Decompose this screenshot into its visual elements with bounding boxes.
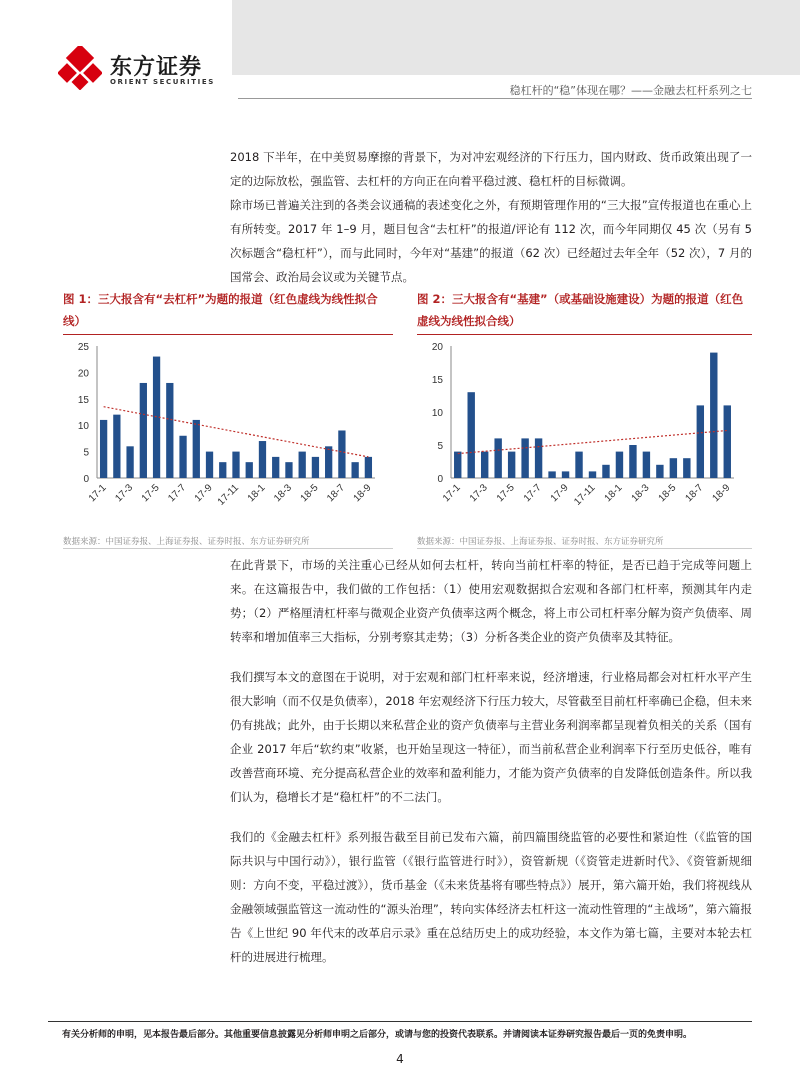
bar-18-1 [616,452,623,478]
figure-1-source: 数据来源：中国证券报、上海证券报、证券时报、东方证券研究所 [63,537,310,547]
bar-18-7 [338,430,345,478]
y-tick-label: 20 [77,368,89,380]
bar-17-6 [521,438,528,478]
bar-18-8 [352,462,359,478]
paragraph-3: 在此背景下，市场的关注重心已经从如何去杠杆，转向当前杠杆率的特征，是否已趋于完成等问题上来。在这篇报告中，我们做的工作包括：（1）使用宏观数据拟合宏观和各部门杠杆率，预测其年内走势；（2）严格厘清杠杆率与微观企业资产负债率这两个概念，将上市公司杠杆率分解为资产负债率、周转率和增加值率三大指标，分别考察其走势；（3）分析各类企业的资产负债率及其特征。 [230,558,752,644]
x-tick-label: 17-5 [139,482,162,505]
footer-disclaimer: 有关分析师的申明，见本报告最后部分。其他重要信息披露见分析师申明之后部分，或请与您的投资代表联系。并请阅读本证券研究报告最后一页的免责申明。 [62,1030,693,1040]
x-tick-label: 17-7 [166,482,189,505]
bar-18-1 [259,441,266,478]
y-tick-label: 15 [431,375,443,386]
y-tick-label: 0 [83,474,89,485]
figure-1-source-rule [63,548,393,549]
y-tick-label: 10 [431,408,443,419]
bar-18-8 [710,353,717,478]
paragraph-2: 除市场已普遍关注到的各类会议通稿的表述变化之外，有预期管理作用的“三大报”宣传报道也在重心上有所转变。2017 年 1–9 月，题目包含“去杠杆”的报道/评论有 112 次，而今年同期仅 45 次（另有 5 次标题含“稳杠杆”），而与此同时，今年对“基建”的报道（62 次）已经超过去年全年（52 次），7 月的国常会、政治局会议或为关键节点。 [230,198,752,284]
bar-18-2 [629,445,636,478]
y-tick-label: 5 [437,441,443,452]
x-tick-label: 18-3 [629,482,652,505]
bar-18-9 [724,405,731,478]
x-tick-label: 17-5 [494,482,517,505]
bar-18-4 [656,465,663,478]
bar-17-4 [494,438,501,478]
bar-18-5 [670,458,677,478]
bar-17-1 [100,420,107,478]
figure-2-title: 图 2：三大报含有“基建”（或基础设施建设）为题的报道（红色虚线为线性拟合线） [417,292,744,328]
x-tick-label: 17-9 [548,482,571,505]
bar-17-3 [126,446,133,478]
x-tick-label: 18-9 [351,482,374,505]
bar-18-2 [272,457,279,478]
x-tick-label: 18-1 [602,482,625,505]
company-logo [58,46,218,96]
x-tick-label: 17-9 [192,482,215,505]
x-tick-label: 17-11 [215,482,242,508]
bar-17-12 [246,462,253,478]
x-tick-label: 17-3 [113,482,136,505]
figure-1-title: 图 1：三大报含有“去杠杆”为题的报道（红色虚线为线性拟合线） [63,292,378,328]
y-tick-label: 20 [431,342,443,353]
bar-17-12 [602,465,609,478]
bar-17-6 [166,383,173,478]
x-tick-label: 18-3 [272,482,295,505]
figure-1-chart [63,338,393,533]
bar-17-3 [481,452,488,478]
bar-18-4 [299,452,306,478]
y-tick-label: 0 [437,474,443,485]
bar-18-9 [365,457,372,478]
paragraph-4: 我们撰写本文的意图在于说明，对于宏观和部门杠杆率来说，经济增速，行业格局都会对杠杆水平产生很大影响（而不仅是负债率），2018 年宏观经济下行压力较大，尽管截至目前杠杆率确已企稳，但未来仍有挑战；此外，由于长期以来私营企业的资产负债率与主营业务利润率都呈现着负相关的关系（国有企业 2017 年后“软约束”收紧，也开始呈现这一特征），而当前私营企业利润率下行至历史低谷，唯有改善营商环境、充分提高私营企业的效率和盈利能力，才能为资产负债率的自发降低创造条件。所以我们认为，稳增长才是“稳杠杆”的不二法门。 [230,670,752,804]
bar-17-9 [206,452,213,478]
y-tick-label: 25 [77,342,89,353]
x-tick-label: 18-5 [656,482,679,505]
report-title: 稳杠杆的“稳”体现在哪？——金融去杠杆系列之七 [509,84,752,97]
bar-17-10 [575,452,582,478]
footer-divider [48,1021,752,1022]
x-tick-label: 18-7 [325,482,348,505]
y-tick-label: 5 [83,447,89,459]
bar-17-7 [179,436,186,478]
bar-18-3 [643,452,650,478]
paragraph-5: 我们的《金融去杠杆》系列报告截至目前已发布六篇，前四篇围绕监管的必要性和紧迫性（《监管的国际共识与中国行动》），银行监管（《银行监管进行时》），资管新规（《资管走进新时代》、《资管新规细则：方向不变，平稳过渡》），货币基金（《未来货基将有哪些特点》）展开，第六篇开始，我们将视线从金融领域强监管这一流动性的“源头治理”，转向实体经济去杠杆这一流动性管理的“主战场”，第六篇报告《上世纪 90 年代末的改革启示录》重在总结历史上的成功经验，本文作为第七篇，主要对本轮去杠杆的进展进行梳理。 [230,830,752,964]
logo-english-name: ORIENT SECURITIES [110,78,215,86]
x-tick-label: 17-1 [86,482,109,505]
figure-1-rule [63,334,393,335]
bar-17-2 [468,392,475,478]
bar-18-7 [697,405,704,478]
bar-17-8 [548,471,555,478]
bar-17-2 [113,415,120,478]
bar-17-4 [140,383,147,478]
figure-2-rule [417,334,752,335]
x-tick-label: 18-9 [710,482,733,505]
figure-2-source-rule [417,548,752,549]
x-tick-label: 17-7 [521,482,544,505]
figure-2-chart [417,338,752,533]
x-tick-label: 17-3 [467,482,490,505]
x-tick-label: 18-1 [245,482,268,505]
bar-17-10 [219,462,226,478]
bar-17-8 [193,420,200,478]
paragraph-1: 2018 下半年，在中美贸易摩擦的背景下，为对冲宏观经济的下行压力，国内财政、货币政策出现了一定的边际放松，强监管、去杠杆的方向正在向着平稳过渡、稳杠杆的目标微调。 [230,150,752,188]
bar-18-5 [312,457,319,478]
orient-logo-icon [58,46,102,90]
bar-17-7 [535,438,542,478]
header-divider [238,98,752,99]
bar-17-11 [589,471,596,478]
page-number: 4 [396,1052,404,1066]
x-tick-label: 18-5 [298,482,321,505]
x-tick-label: 18-7 [683,482,706,505]
bar-18-6 [683,458,690,478]
y-tick-label: 10 [77,421,89,433]
bar-17-1 [454,452,461,478]
y-tick-label: 15 [77,394,89,406]
logo-chinese-name: 东方证券 [110,55,203,80]
x-tick-label: 17-1 [440,482,463,505]
bar-17-5 [508,452,515,478]
x-tick-label: 17-11 [572,482,598,508]
bar-17-11 [232,452,239,478]
bar-18-6 [325,446,332,478]
bar-18-3 [285,462,292,478]
figure-2-source: 数据来源：中国证券报、上海证券报、证券时报、东方证券研究所 [417,537,664,547]
bar-17-9 [562,471,569,478]
header-band [232,0,800,75]
